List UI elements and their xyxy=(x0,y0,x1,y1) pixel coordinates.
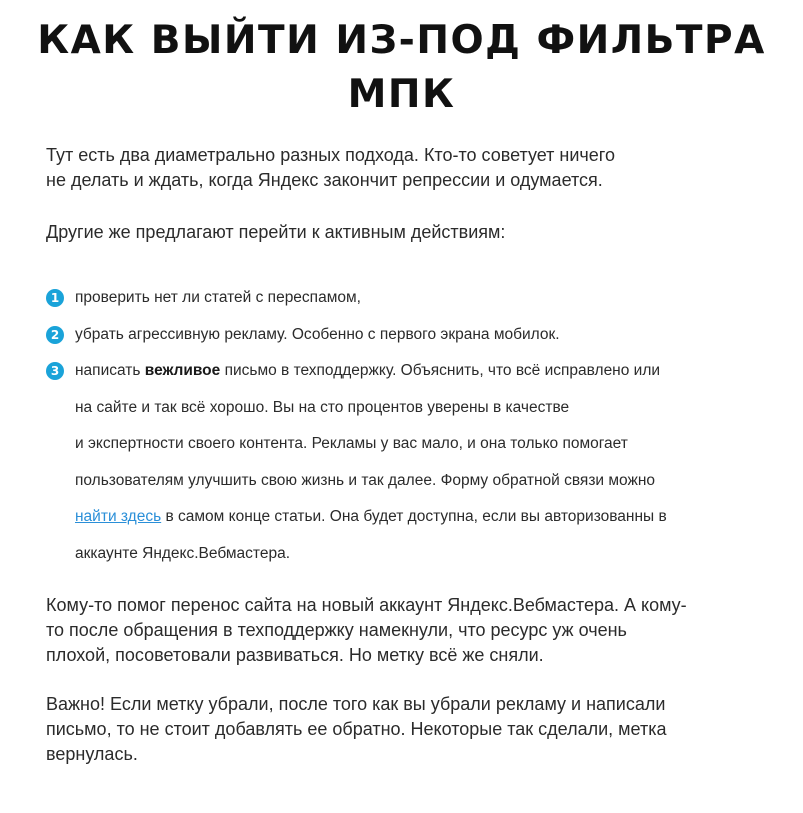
number-2-icon: 2 xyxy=(46,326,64,344)
others-paragraph xyxy=(46,220,766,245)
list-item-3-line-1 xyxy=(75,353,766,390)
number-3-icon: 3 xyxy=(46,362,64,380)
important-line-1: Важно! Если метку убрали, после того как вы убрали рекламу и написали xyxy=(46,694,666,714)
number-1-icon: 1 xyxy=(46,289,64,307)
list-item-3-line-4: пользователям улучшить свою жизнь и так далее. Форму обратной связи можно xyxy=(75,471,656,489)
transfer-paragraph xyxy=(46,593,766,668)
polite-emphasis: вежливое xyxy=(144,362,221,379)
page-title-line-1: КАК ВЫЙТИ ИЗ-ПОД ФИЛЬТРА xyxy=(37,18,766,63)
important-line-2: письмо, то не стоит добавлять ее обратно. Некоторые так сделали, метка xyxy=(46,719,667,739)
page-title-line-2: МПК xyxy=(347,72,456,117)
intro-line-1: Тут есть два диаметрально разных подхода. Кто-то советует ничего xyxy=(46,145,615,165)
intro-line-2: не делать и ждать, когда Яндекс закончит репрессии и одумается. xyxy=(46,170,603,190)
list-item-2 xyxy=(46,317,766,354)
page-title xyxy=(0,14,803,122)
transfer-line-3: плохой, посоветовали развиваться. Но метку всё же сняли. xyxy=(46,645,544,665)
list-item-3-line-5-rest: в самом конце статьи. Она будет доступна, если вы авторизованны в xyxy=(161,508,667,525)
list-item-3-prefix: написать xyxy=(75,362,145,379)
list-item-3-line-2: на сайте и так всё хорошо. Вы на сто процентов уверены в качестве xyxy=(75,398,570,416)
list-item-3 xyxy=(46,353,766,572)
list-item-3-line-6: аккаунте Яндекс.Вебмастера. xyxy=(75,544,291,562)
transfer-line-2: то после обращения в техподдержку намекнули, что ресурс уж очень xyxy=(46,620,627,640)
intro-paragraph xyxy=(46,143,766,193)
list-item-2-text: убрать агрессивную рекламу. Особенно с первого экрана мобилок. xyxy=(75,325,560,343)
list-item-1 xyxy=(46,280,766,317)
others-line-1: Другие же предлагают перейти к активным действиям: xyxy=(46,222,506,242)
list-item-3-line-1-rest: письмо в техподдержку. Объяснить, что всё исправлено или xyxy=(220,362,661,379)
find-here-link[interactable]: найти здесь xyxy=(75,508,162,525)
transfer-line-1: Кому-то помог перенос сайта на новый аккаунт Яндекс.Вебмастера. А кому- xyxy=(46,595,687,615)
steps-list xyxy=(46,280,766,572)
list-item-3-line-5 xyxy=(75,499,766,536)
list-item-1-text: проверить нет ли статей с переспамом, xyxy=(75,289,361,306)
list-item-3-line-3: и экспертности своего контента. Рекламы у вас мало, и она только помогает xyxy=(75,435,628,452)
important-paragraph xyxy=(46,692,766,767)
important-line-3: вернулась. xyxy=(46,744,138,764)
